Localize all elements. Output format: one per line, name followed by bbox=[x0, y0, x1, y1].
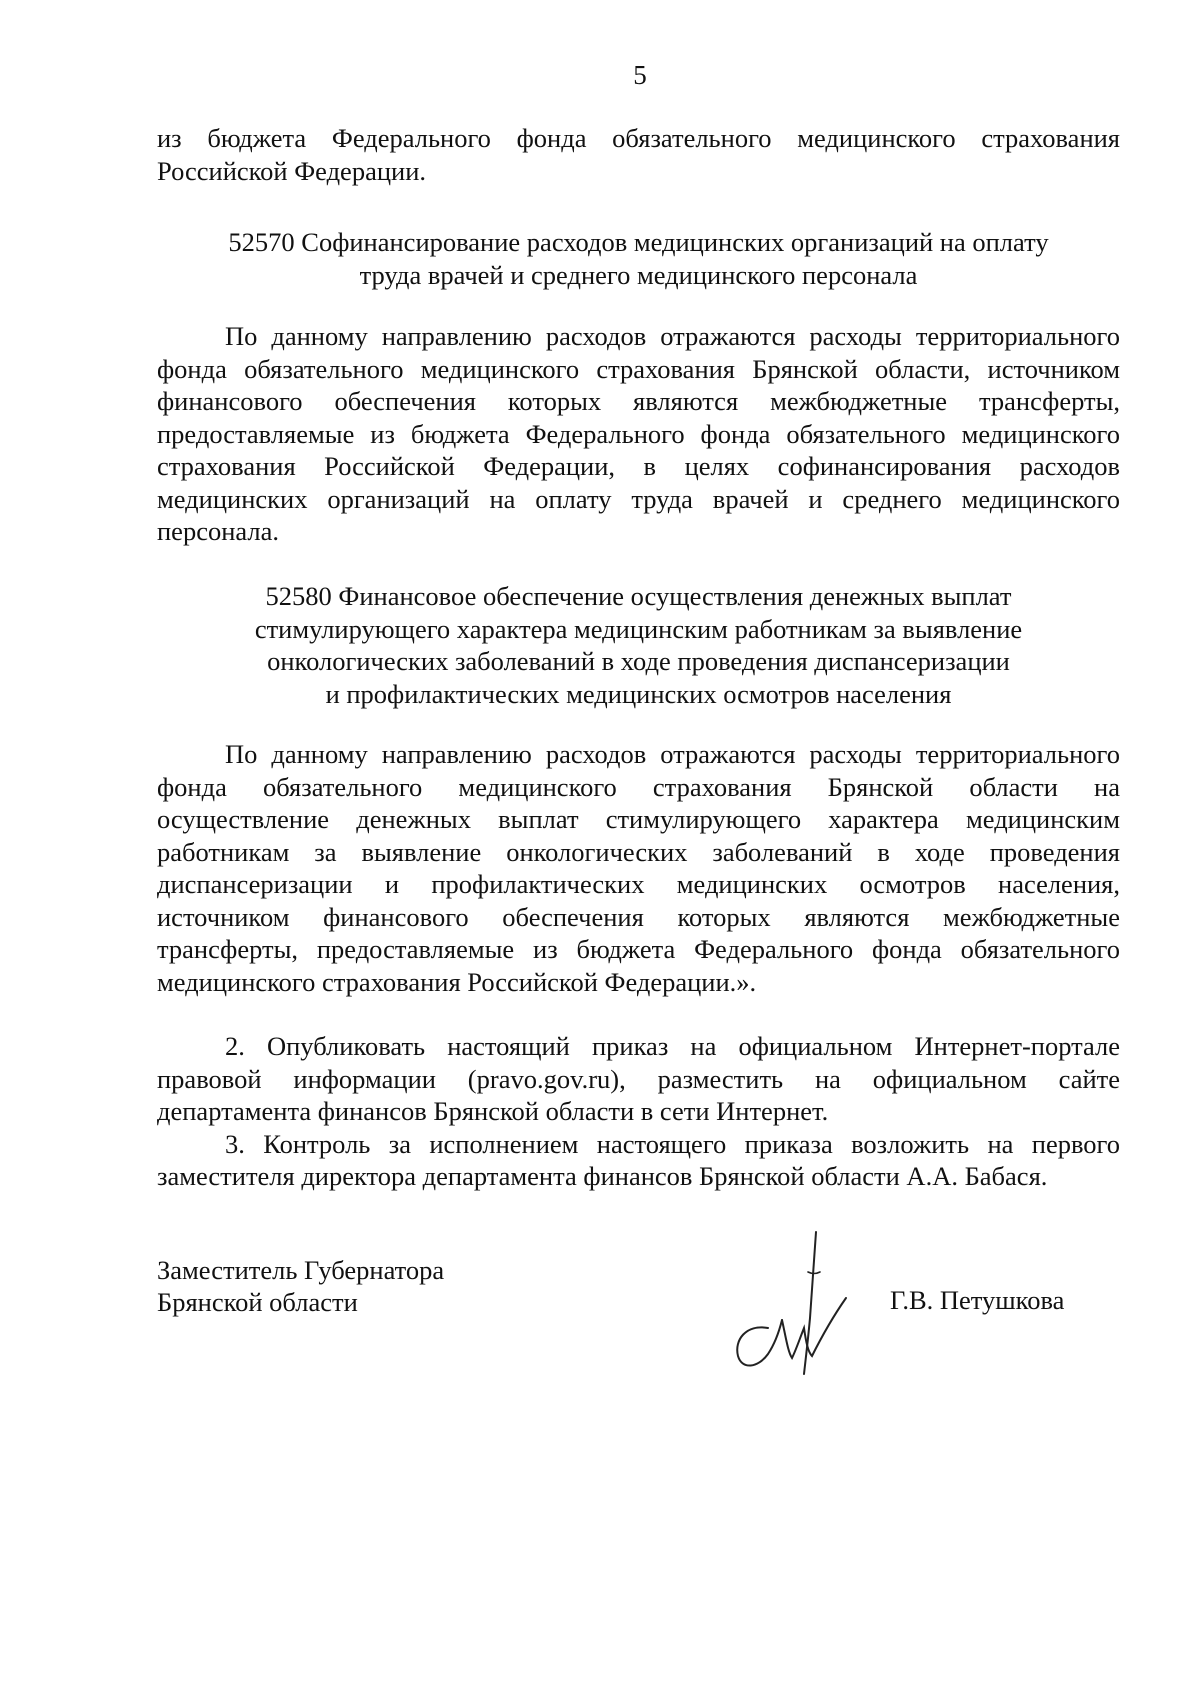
section-heading-line: стимулирующего характера медицинским работникам за выявление bbox=[254, 613, 1023, 644]
section-heading-line: онкологических заболеваний в ходе проведения диспансеризации bbox=[267, 646, 1010, 676]
handwritten-signature bbox=[728, 1228, 858, 1378]
intro-paragraph: из бюджета Федерального фонда обязательного медицинского страхования Российской Федерации. bbox=[157, 123, 1120, 186]
signatory-title-line: Заместитель Губернатора bbox=[157, 1255, 445, 1285]
section-body-52570-block bbox=[157, 320, 1120, 548]
clauses-block bbox=[157, 1030, 1120, 1193]
section-heading-52580 bbox=[157, 580, 1120, 710]
section-body-52570: По данному направлению расходов отражаются расходы территориального фонда обязательного медицинского страхования Брянской области, источником финансового обеспечения которых являются межбюджетные трансферты, предоставляемые из бюджета Федерального фонда обязательного медицинского страхования Российской Федерации, в целях софинансирования расходов медицинских организаций на оплату труда врачей и среднего медицинского персонала. bbox=[157, 321, 1120, 546]
section-body-52580-block bbox=[157, 738, 1120, 998]
section-heading-line: и профилактических медицинских осмотров населения bbox=[325, 678, 952, 709]
clause-item-3: 3. Контроль за исполнением настоящего приказа возложить на первого заместителя директора департамента финансов Брянской области А.А. Бабася. bbox=[157, 1128, 1120, 1191]
section-heading-line: труда врачей и среднего медицинского персонала bbox=[359, 259, 918, 290]
signatory-name: Г.В. Петушкова bbox=[890, 1285, 1065, 1315]
signatory-title bbox=[157, 1254, 444, 1318]
clause-item-2: 2. Опубликовать настоящий приказ на официальном Интернет-портале правовой информации (pravo.gov.ru), разместить на официальном сайте департамента финансов Брянской области в сети Интернет. bbox=[157, 1031, 1120, 1126]
section-body-52580: По данному направлению расходов отражаются расходы территориального фонда обязательного медицинского страхования Брянской области на осуществление денежных выплат стимулирующего характера медицинским работникам за выявление онкологических заболеваний в ходе проведения диспансеризации и профилактических медицинских осмотров населения, источником финансового обеспечения которых являются межбюджетные трансферты, предоставляемые из бюджета Федерального фонда обязательного медицинского страхования Российской Федерации.». bbox=[157, 739, 1120, 997]
section-heading-line: 52570 Софинансирование расходов медицинских организаций на оплату bbox=[228, 227, 1049, 257]
section-heading-line: 52580 Финансовое обеспечение осуществления денежных выплат bbox=[265, 581, 1012, 611]
section-heading-52570 bbox=[157, 226, 1120, 291]
signatory-title-line: Брянской области bbox=[157, 1287, 358, 1317]
page-number: 5 bbox=[633, 60, 647, 90]
intro-paragraph-block bbox=[157, 122, 1120, 187]
